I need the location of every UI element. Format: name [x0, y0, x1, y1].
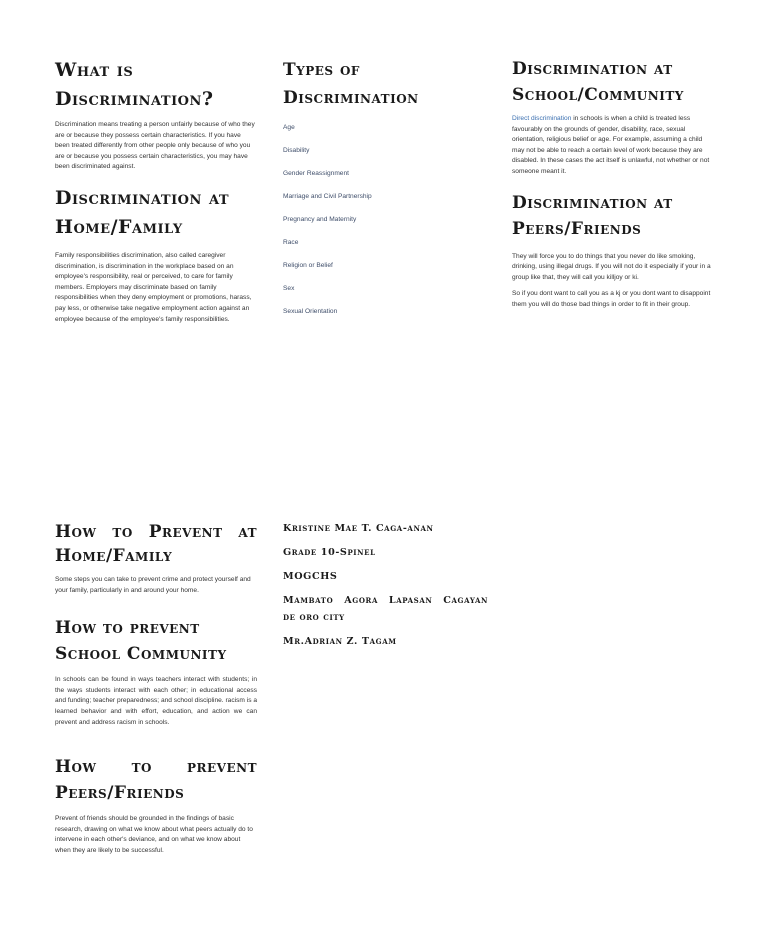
author-teacher: Mr.Adrian Z. Tagam [283, 636, 397, 647]
types-list [283, 123, 483, 317]
author-address-line1: Mambato Agora Lapasan Cagayan [283, 595, 488, 606]
author-grade: Grade 10-Spinel [283, 547, 376, 558]
author-info [283, 520, 488, 650]
school-community-body [512, 114, 714, 178]
types-list-item: Race [283, 239, 299, 246]
prevent-school-title: How to prevent School Community [55, 618, 227, 665]
prevent-school-body: In schools can be found in ways teachers interact with students; in the ways students interact with each other; in educational access and funding; teacher preparedness; and school discipline. racism is a learned behavior and with effort, education, and action we can prevent and address racism in schools. [55, 676, 257, 726]
types-list-item: Disability [283, 147, 310, 154]
prevent-home-word: to [112, 522, 133, 542]
column-right [512, 56, 714, 311]
prevent-home-word: Prevent [148, 522, 223, 542]
types-list-item: Sexual Orientation [283, 308, 338, 315]
author-school: MOGCHS [283, 571, 338, 582]
types-list-item: Age [283, 124, 295, 131]
column-left-bottom [55, 520, 257, 857]
types-list-item: Gender Reassignment [283, 170, 349, 177]
prevent-peers-word: How [55, 757, 97, 778]
home-family-title: Discrimination at Home/Family [55, 186, 230, 238]
school-community-text: in schools is when a child is treated less favourably on the grounds of gender, disability, race, sexual orientation, religious belief or age. For example, assuming a child may not be able to reach a certain level of work because they are disabled. In these cases the act itself is unlawful, not whether or not someone meant it. [512, 115, 710, 175]
what-is-body: Discrimination means treating a person unfairly because of who they are or because they possess certain characteristics. If you have been treated differently from other people only because of who you are or because you possess certain characteristics, you may have been discriminated against. [55, 121, 255, 171]
home-family-body: Family responsibilities discrimination, also called caregiver discrimination, is discrimination in the workplace based on an employee's responsibility, real or perceived, to care for family members. Employers may discriminate based on family responsibilities when they deny employment or promotions, harass, pay less, or otherwise take negative employment action against an employee because of the employee's family responsibilities. [55, 251, 252, 323]
prevent-home-body: Some steps you can take to prevent crime and protect yourself and your family, particularly in and around your home. [55, 576, 251, 594]
peers-friends-para2: So if you dont want to call you as a kj or you dont want to disappoint them you will do those bad things in order to fit in their group. [512, 290, 711, 308]
types-title: Types of Discrimination [283, 60, 419, 108]
prevent-peers-word: prevent [187, 757, 258, 778]
types-list-item: Marriage and Civil Partnership [283, 193, 372, 200]
prevent-peers-body: Prevent of friends should be grounded in the findings of basic research, drawing on what we know about what peers actually do to intervene in each other's deviance, and on what we know about when they are likely to be successful. [55, 815, 253, 854]
author-name: Kristine Mae T. Caga-anan [283, 523, 434, 534]
prevent-home-title-line1 [55, 520, 257, 544]
what-is-title: What is Discrimination? [55, 59, 214, 110]
column-middle [283, 56, 483, 330]
prevent-home-word: How [55, 522, 97, 542]
school-community-title: Discrimination at School/Community [512, 59, 684, 105]
types-list-item: Pregnancy and Maternity [283, 216, 357, 223]
types-list-item: Religion or Belief [283, 262, 333, 269]
prevent-peers-title-line2: Peers/Friends [55, 783, 185, 804]
prevent-home-title-line2: Home/Family [55, 546, 173, 566]
prevent-peers-word: to [131, 757, 152, 778]
peers-friends-para1: They will force you to do things that you never do like smoking, drinking, using illegal drugs. If you will not do it especially if your in a group like that, they will call you killjoy or ki. [512, 252, 711, 281]
prevent-home-word: at [238, 522, 258, 542]
direct-discrimination-highlight: Direct discrimination [512, 115, 572, 122]
peers-friends-title: Discrimination at Peers/Friends [512, 192, 673, 239]
author-address-line2: de oro city [283, 612, 345, 623]
types-list-item: Sex [283, 285, 295, 292]
prevent-peers-title-line1 [55, 754, 257, 780]
column-left [55, 56, 257, 325]
